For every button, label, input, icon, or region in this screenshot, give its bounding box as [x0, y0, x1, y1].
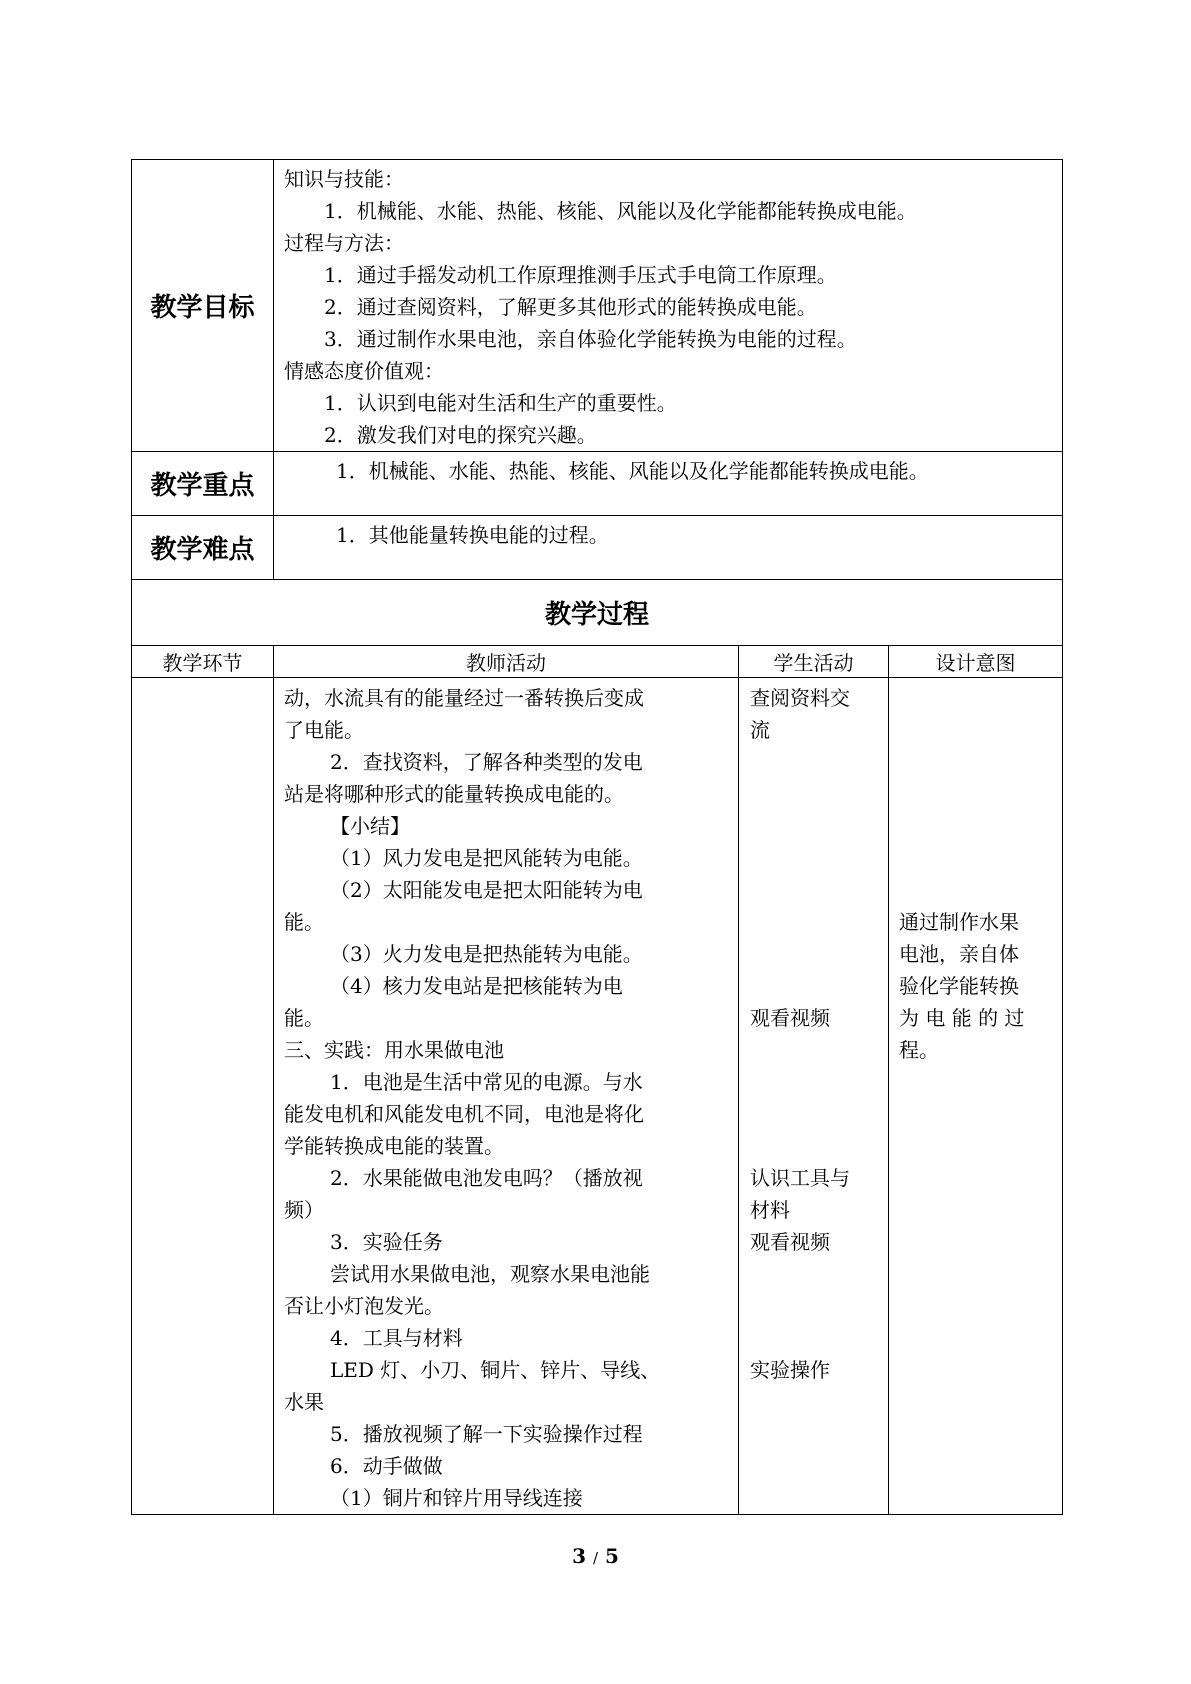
text-line: 2．通过查阅资料，了解更多其他形式的能转换成电能。 — [324, 295, 817, 319]
header-design-intent: 设计意图 — [889, 646, 1063, 678]
text-line: 1．电池是生活中常见的电源。与水 — [330, 1070, 643, 1094]
text-line: 站是将哪种形式的能量转换成电能的。 — [284, 782, 624, 806]
process-title-row — [132, 580, 1063, 646]
difficulties-content — [274, 516, 1063, 580]
text-line: 【小结】 — [330, 814, 410, 838]
text-line: 过程与方法： — [284, 231, 404, 255]
text-line: 三、实践：用水果做电池 — [284, 1038, 504, 1062]
header-teacher-activity: 教师活动 — [274, 646, 739, 678]
text-line: 2．水果能做电池发电吗？（播放视 — [330, 1166, 643, 1190]
text-line: 5．播放视频了解一下实验操作过程 — [330, 1422, 643, 1446]
difficulties-text: 1．其他能量转换电能的过程。 — [336, 523, 609, 547]
objectives-row — [132, 160, 1063, 452]
lesson-plan-table — [131, 159, 1063, 1515]
text-line: （1）铜片和锌片用导线连接 — [330, 1486, 583, 1510]
key-points-text: 1．机械能、水能、热能、核能、风能以及化学能都能转换成电能。 — [336, 459, 929, 483]
design-intent-text: 程。 — [899, 1038, 939, 1062]
text-line: 2．激发我们对电的探究兴趣。 — [324, 423, 597, 447]
text-line: 能。 — [284, 1006, 324, 1030]
process-header-row — [132, 646, 1063, 678]
header-student-activity: 学生活动 — [739, 646, 889, 678]
text-line: LED 灯、小刀、铜片、锌片、导线、 — [330, 1358, 661, 1382]
difficulties-row — [132, 516, 1063, 580]
text-line: 3．通过制作水果电池，亲自体验化学能转换为电能的过程。 — [324, 327, 857, 351]
text-line: （2）太阳能发电是把太阳能转为电 — [330, 878, 643, 902]
student-activity-text: 实验操作 — [750, 1358, 830, 1382]
page-footer — [0, 1544, 1191, 1568]
objectives-label: 教学目标 — [132, 160, 274, 452]
text-line: 情感态度价值观： — [284, 359, 444, 383]
page-number-current: 3 — [572, 1544, 586, 1568]
design-intent-text: 通过制作水果 — [899, 910, 1019, 934]
student-activity-text: 认识工具与 — [750, 1166, 850, 1190]
student-activity-text: 观看视频 — [750, 1230, 830, 1254]
difficulties-label: 教学难点 — [132, 516, 274, 580]
text-line: 2．查找资料，了解各种类型的发电 — [330, 750, 643, 774]
page-number-separator: / — [592, 1549, 599, 1567]
text-line: 1．通过手摇发动机工作原理推测手压式手电筒工作原理。 — [324, 263, 837, 287]
text-line: （3）火力发电是把热能转为电能。 — [330, 942, 643, 966]
text-line: 学能转换成电能的装置。 — [284, 1134, 504, 1158]
student-activity-text: 观看视频 — [750, 1006, 830, 1030]
text-line: 能发电机和风能发电机不同，电池是将化 — [284, 1102, 644, 1126]
key-points-row — [132, 452, 1063, 516]
process-body-row — [132, 678, 1063, 1515]
page-number-total: 5 — [605, 1544, 619, 1568]
text-line: 1．机械能、水能、热能、核能、风能以及化学能都能转换成电能。 — [324, 199, 917, 223]
teacher-activity-cell — [274, 678, 739, 1515]
text-line: 4．工具与材料 — [330, 1326, 463, 1350]
text-line: 了电能。 — [284, 718, 364, 742]
text-line: 水果 — [284, 1390, 324, 1414]
text-line: （1）风力发电是把风能转为电能。 — [330, 846, 643, 870]
text-line: 否让小灯泡发光。 — [284, 1294, 444, 1318]
text-line: 3．实验任务 — [330, 1230, 443, 1254]
design-intent-text: 电池，亲自体 — [899, 942, 1019, 966]
text-line: 1．认识到电能对生活和生产的重要性。 — [324, 391, 677, 415]
design-intent-text: 为 电 能 的 过 — [899, 1006, 1025, 1030]
key-points-content — [274, 452, 1063, 516]
text-line: 频） — [284, 1198, 324, 1222]
stage-cell — [132, 678, 274, 1515]
design-intent-cell — [889, 678, 1063, 1515]
text-line: 6．动手做做 — [330, 1454, 443, 1478]
design-intent-text: 验化学能转换 — [899, 974, 1019, 998]
process-title: 教学过程 — [132, 580, 1063, 646]
student-activity-cell — [739, 678, 889, 1515]
student-activity-text: 材料 — [750, 1198, 790, 1222]
key-points-label: 教学重点 — [132, 452, 274, 516]
objectives-content — [274, 160, 1063, 452]
student-activity-text: 查阅资料交 — [750, 686, 850, 710]
text-line: 知识与技能： — [284, 167, 404, 191]
student-activity-text: 流 — [750, 718, 770, 742]
text-line: 能。 — [284, 910, 324, 934]
text-line: 尝试用水果做电池，观察水果电池能 — [330, 1262, 650, 1286]
text-line: （4）核力发电站是把核能转为电 — [330, 974, 623, 998]
text-line: 动，水流具有的能量经过一番转换后变成 — [284, 686, 644, 710]
header-stage: 教学环节 — [132, 646, 274, 678]
